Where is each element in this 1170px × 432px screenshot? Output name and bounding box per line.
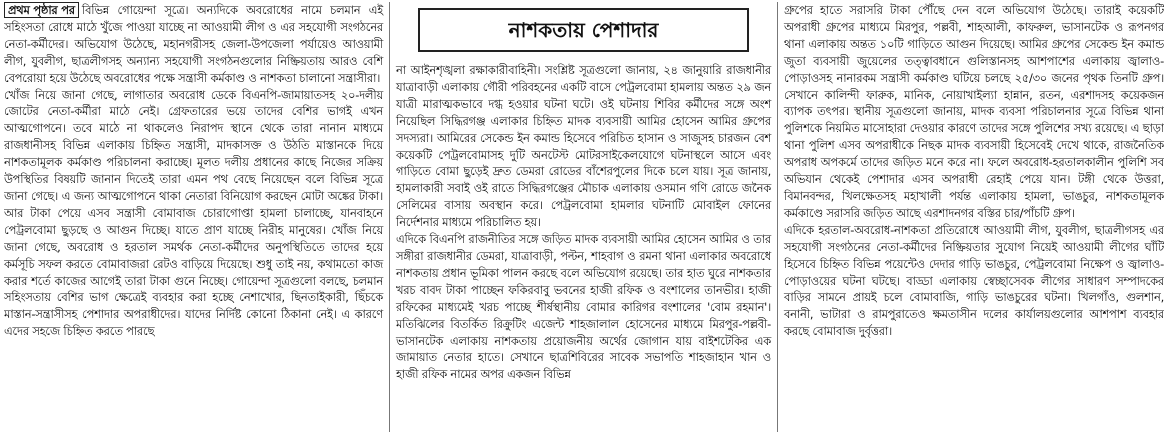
headline-box [418,8,749,52]
right-paragraph-2: এদিকে হরতাল-অবরোধ-নাশকতা প্রতিরোধে আওয়ামী লীগ, যুবলীগ, ছাত্রলীগসহ এর সহযোগী সংগঠনের নেতা-কর্মীদের নিষ্ক্রিয়তার সুযোগ নিয়েই আওয়ামী লীগের ঘাঁটি হিসেবে চিহ্নিত বিভিন্ন পয়েন্টেও দেদার গাড়ি ভাঙচুর, পেট্রলবোমা নিক্ষেপ ও জ্বালাও-পোড়াওয়ের ঘটনা ঘটছে। বাড্ডা এলাকায় স্বেচ্ছাসেবক লীগের সাধারণ সম্পাদকের বাড়ির সামনে প্রায়ই চলে বোমাবাজি, গাড়ি ভাঙচুরের ঘটনা। খিলগাঁও, গুলশান, বনানী, ভাটারা ও রামপুরাতেও ক্ষমতাসীন দলের কার্যালয়গুলোর আশপাশ ব্যবহার করছে বোমাবাজ দুর্বৃত্তরা। [784,222,1164,339]
left-paragraph-1-text: বিভিন্ন গোয়েন্দা সূত্রে। অন্যদিকে অবরোধের নামে চলমান এই সহিংসতা রোধে মাঠে খুঁজে পাওয়া যাচ্ছে না আওয়ামী লীগ ও এর সহযোগী সংগঠনের নেতা-কর্মীদের। অভিযোগ উঠেছে, মহানগরীসহ জেলা-উপজেলা পর্যায়েও আওয়ামী লীগ, যুবলীগ, ছাত্রলীগসহ অন্যান্য সহযোগী সংগঠনগুলোর নিষ্ক্রিয়তায় আরও বেশি বেপরোয়া হয়ে উঠেছে অবরোধের পক্ষে সন্ত্রাসী কর্মকাণ্ড ও নাশকতা চালানো সন্ত্রাসীরা। [4,3,383,85]
middle-paragraph-2: এদিকে বিএনপি রাজনীতির সঙ্গে জড়িত মাদক ব্যবসায়ী আমির হোসেন আমির ও তার সঙ্গীরা রাজধানীর ডেমরা, যাত্রাবাড়ী, পল্টন, শাহবাগ ও রমনা থানা এলাকার অবরোধে নাশকতায় প্রধান ভূমিকা পালন করছে বলে অভিযোগ রয়েছে। তার হাত ঘুরে নাশকতার খরচ বাবদ টাকা পাচ্ছেন ফকিরবাবু ভবনের হাজী রফিক ও বংশালের তানভীর। হাজী রফিকের মাধ্যমেই খরচ পাচ্ছে শীর্ষস্থানীয় বোমার কারিগর বংশালের 'বোম রহমান'। মতিঝিলের বিতর্কিত রিক্রুটিং এজেন্ট শাহজালাল হোসেনের মাধ্যমে মিরপুর-পল্লবী-ভাসানটেক এলাকায় নাশকতায় প্রয়োজনীয় অর্থের জোগান যায় বাইশটেকির এক জামায়াত নেতার হাতে। সেখানে ছাত্রশিবিরের সাবেক সভাপতি শাহজাহান খান ও হাজী রফিক নামের অপর একজন বিভিন্ন [396,232,771,382]
middle-column [390,2,778,432]
middle-paragraph-1: না আইনশৃঙ্খলা রক্ষাকারীবাহিনী। সংশ্লিষ্ট সূত্রগুলো জানায়, ২৪ জানুয়ারি রাজধানীর যাত্রাবাড়ী এলাকায় গৌরী পরিবহনের একটি বাসে পেট্রলবোমা হামলায় অন্তত ২৯ জন যাত্রী মারাত্মকভাবে দগ্ধ হওয়ার ঘটনা ঘটে। ওই ঘটনায় শিবির কর্মীদের সঙ্গে অংশ নিয়েছিল সিদ্ধিরগঞ্জ এলাকার চিহ্নিত মাদক ব্যবসায়ী আমির হোসেন আমির গ্রুপের সদস্যরা। আমিরের সেকেন্ড ইন কমান্ড হিসেবে পরিচিত হাসান ও সাজুসহ চারজন বেশ কয়েকটি পেট্রলবোমাসহ দুটি অনটেস্ট মোটরসাইকেলযোগে ঘটনাস্থলে আসে এবং গাড়িতে বোমা ছুড়েই দ্রুত ডেমরা রোডের বাঁশেরপুলের দিকে চলে যায়। সূত্র জানায়, হামলাকারী সবাই ওই রাতে সিদ্ধিরগঞ্জের মৌচাক এলাকায় ওসমান গণি রোডে জনৈক সেলিমের বাসায় অবস্থান করে। পেট্রলবোমা হামলার ঘটনাটি মোবাইল ফোনের নির্দেশনার মাধ্যমে পরিচালিত হয়। [396,63,771,230]
left-paragraph-1 [4,2,383,87]
continued-from-tag: প্রথম পৃষ্ঠার পর [4,2,79,18]
right-column [778,2,1164,432]
left-column [4,2,390,432]
left-paragraph-2: খোঁজ নিয়ে জানা গেছে, লাগাতার অবরোধ ডেকে বিএনপি-জামায়াতসহ ২০-দলীয় জোটের নেতা-কর্মীরা মাঠে নেই। গ্রেফতারের ভয়ে তাদের বেশির ভাগই এখন আত্মগোপনে। তবে মাঠে না থাকলেও নিরাপদ স্থানে থেকে তারা নানান মাধ্যমে রাজধানীসহ বিভিন্ন এলাকায় চিহ্নিত সন্ত্রাসী, মাদকাসক্ত ও উঠতি মাস্তানকে দিয়ে নাশকতামূলক কর্মকাণ্ড পরিচালনা করাচ্ছে। মূলত দলীয় প্রধানের কাছে নিজের সক্রিয় উপস্থিতির বিষয়টি জানান দিতেই তারা এমন পথ বেছে নিয়েছেন বলে বিভিন্ন সূত্রে জানা গেছে। এ জন্য আত্মগোপনে থাকা নেতারা বিনিয়োগ করছেন মোটা অঙ্কের টাকা। আর টাকা পেয়ে এসব সন্ত্রাসী বোমাবাজ চোরাগোপ্তা হামলা চালাচ্ছে, যানবাহনে পেট্রলবোমা ছুড়ছে ও আগুন দিচ্ছে। যাতে প্রাণ যাচ্ছে নিরীহ মানুষের। খোঁজ নিয়ে জানা গেছে, অবরোধ ও হরতাল সমর্থক নেতা-কর্মীদের অনুপস্থিতিতে তাদের হয়ে কর্মসূচি সফল করতে বোমাবাজরা রেটও বাড়িয়ে দিয়েছে। শুধু তাই নয়, কথামতো কাজ করার শর্তে কাজের আগেই তারা টাকা গুনে নিচ্ছে। গোয়েন্দা সূত্রগুলো বলছে, চলমান সহিংসতায় বেশির ভাগ ক্ষেত্রেই ব্যবহার করা হচ্ছে নেশাখোর, ছিনতাইকারী, ছিঁচকে মাস্তান-সন্ত্রাসীসহ পেশাদার অপরাধীদের। যাদের নির্দিষ্ট কোনো ঠিকানা নেই। এ কারণে এদের সহজে চিহ্নিত করতে পারছে [4,87,383,339]
headline: নাশকতায় পেশাদার [508,17,659,42]
right-paragraph-1: গ্রুপের হাতে সরাসরি টাকা পৌঁছে দেন বলে অভিযোগ উঠেছে। তারাই কয়েকটি অপরাধী গ্রুপের মাধ্যমে মিরপুর, পল্লবী, শাহআলী, কাফরুল, ভাসানটেক ও রূপনগর থানা এলাকায় অন্তত ১০টি গাড়িতে আগুন দিয়েছে। আমির গ্রুপের সেকেন্ড ইন কমান্ড জুতা ব্যবসায়ী জুয়েলের তত্ত্বাবধানে গুলিস্তানসহ আশপাশের এলাকায় জ্বালাও-পোড়াওসহ নানারকম সন্ত্রাসী কর্মকাণ্ড ঘটিয়ে চলছে ২৫/৩০ জনের পৃথক তিনটি গ্রুপ। সেখানে কালিন্দী ফারুক, মানিক, নোয়াখাইল্যা হান্নান, রতন, এরশাদসহ কয়েকজন ব্যাপক তৎপর। স্থানীয় সূত্রগুলো জানায়, মাদক ব্যবসা পরিচালনার সূত্রে বিভিন্ন থানা পুলিশকে নিয়মিত মাসোহারা দেওয়ার কারণে তাদের সঙ্গে পুলিশের সখ্য রয়েছে। এ ছাড়া থানা পুলিশ এসব অপরাধীকে নিছক মাদক ব্যবসায়ী হিসেবেই দেখে থাকে, রাজনৈতিক অপরাধ অপকর্মে তাদের জড়িত মনে করে না। ফলে অবরোধ-হরতালকালীন পুলিশি সব অভিযান থেকেই পেশাদার এসব অপরাধী রেহাই পেয়ে যান। টঙ্গী থেকে উত্তরা, বিমানবন্দর, খিলক্ষেতসহ মহাখালী পর্যন্ত এলাকায় হামলা, ভাঙচুর, নাশকতামূলক কর্মকাণ্ডে সরাসরি জড়িত আছে এরশাদনগর বস্তির চার/পাঁচটি গ্রুপ। [784,3,1164,220]
